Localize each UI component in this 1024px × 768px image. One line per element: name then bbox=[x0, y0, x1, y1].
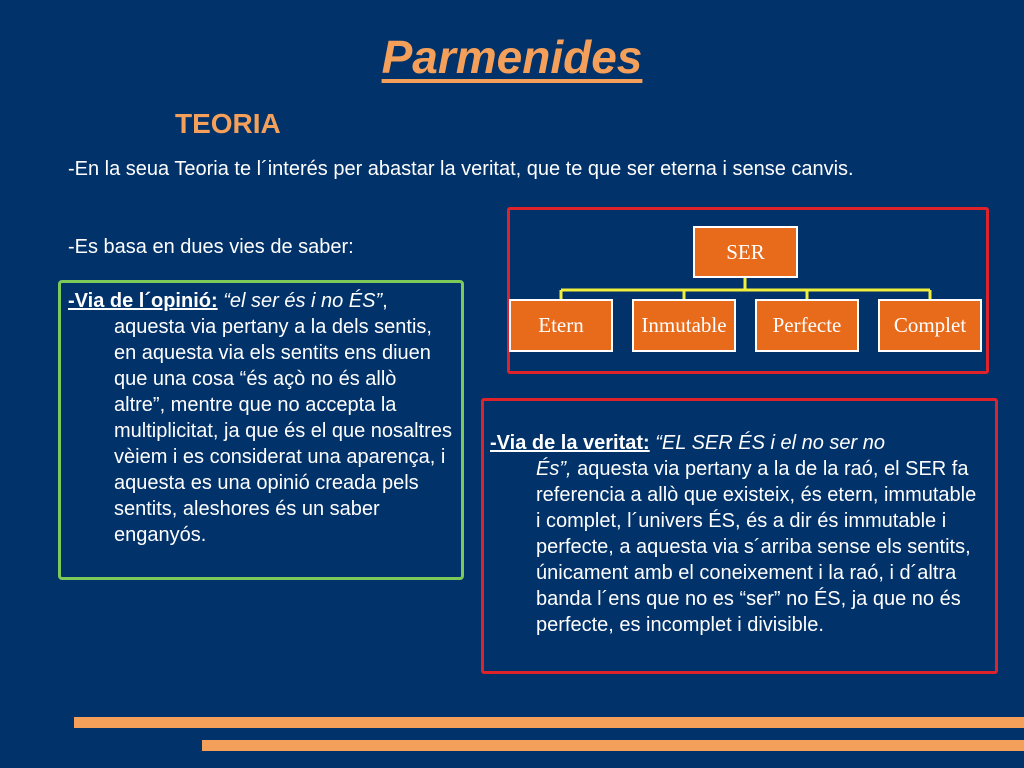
opinion-comma: , bbox=[382, 290, 388, 312]
truth-quote-close: És”, bbox=[536, 458, 572, 480]
truth-body-text: aquesta via pertany a la de la raó, el SER fa referencia a allò que existeix, és etern, immutable i complet, l´univers ÉS, és a dir és immutable i perfecte, a aquesta via s´arriba sense els sentits, únicament amb el coneixement i la raó, i d´altra banda l´ens que no es “ser” no ÉS, ja que no és perfecte, es incomplet i divisible. bbox=[536, 458, 977, 636]
opinion-quote: “el ser és i no ÉS” bbox=[223, 290, 383, 312]
slide-title: Parmenides bbox=[381, 31, 643, 83]
truth-label: -Via de la veritat: bbox=[490, 432, 650, 454]
truth-text-block bbox=[490, 430, 986, 638]
ways-intro-paragraph: -Es basa en dues vies de saber: bbox=[68, 236, 354, 258]
opinion-body: aquesta via pertany a la dels sentis, en aquesta via els sentits ens diuen que una cosa “és açò no és allò altre”, mentre que no accepta la multiplicitat, ja que és el que nosaltres vèiem i es considerat una aparença, i aquesta es una opinió creada pels sentits, aleshores és un saber enganyós. bbox=[114, 316, 452, 546]
decorative-bar-bottom bbox=[202, 740, 1024, 751]
intro-paragraph: -En la seua Teoria te l´interés per abastar la veritat, que te que ser eterna i sense canvis. bbox=[68, 158, 854, 180]
opinion-label: -Via de l´opinió: bbox=[68, 290, 218, 312]
opinion-text-block bbox=[68, 288, 453, 548]
decorative-bar-top bbox=[74, 717, 1024, 728]
slide-subtitle: TEORIA bbox=[175, 108, 281, 139]
truth-body bbox=[490, 456, 986, 638]
diagram-node-inmutable: Inmutable bbox=[632, 299, 736, 352]
diagram-node-etern: Etern bbox=[509, 299, 613, 352]
diagram-node-perfecte: Perfecte bbox=[755, 299, 859, 352]
diagram-node-complet: Complet bbox=[878, 299, 982, 352]
diagram-node-ser: SER bbox=[693, 226, 798, 278]
truth-quote-open: “EL SER ÉS i el no ser no bbox=[649, 432, 886, 454]
